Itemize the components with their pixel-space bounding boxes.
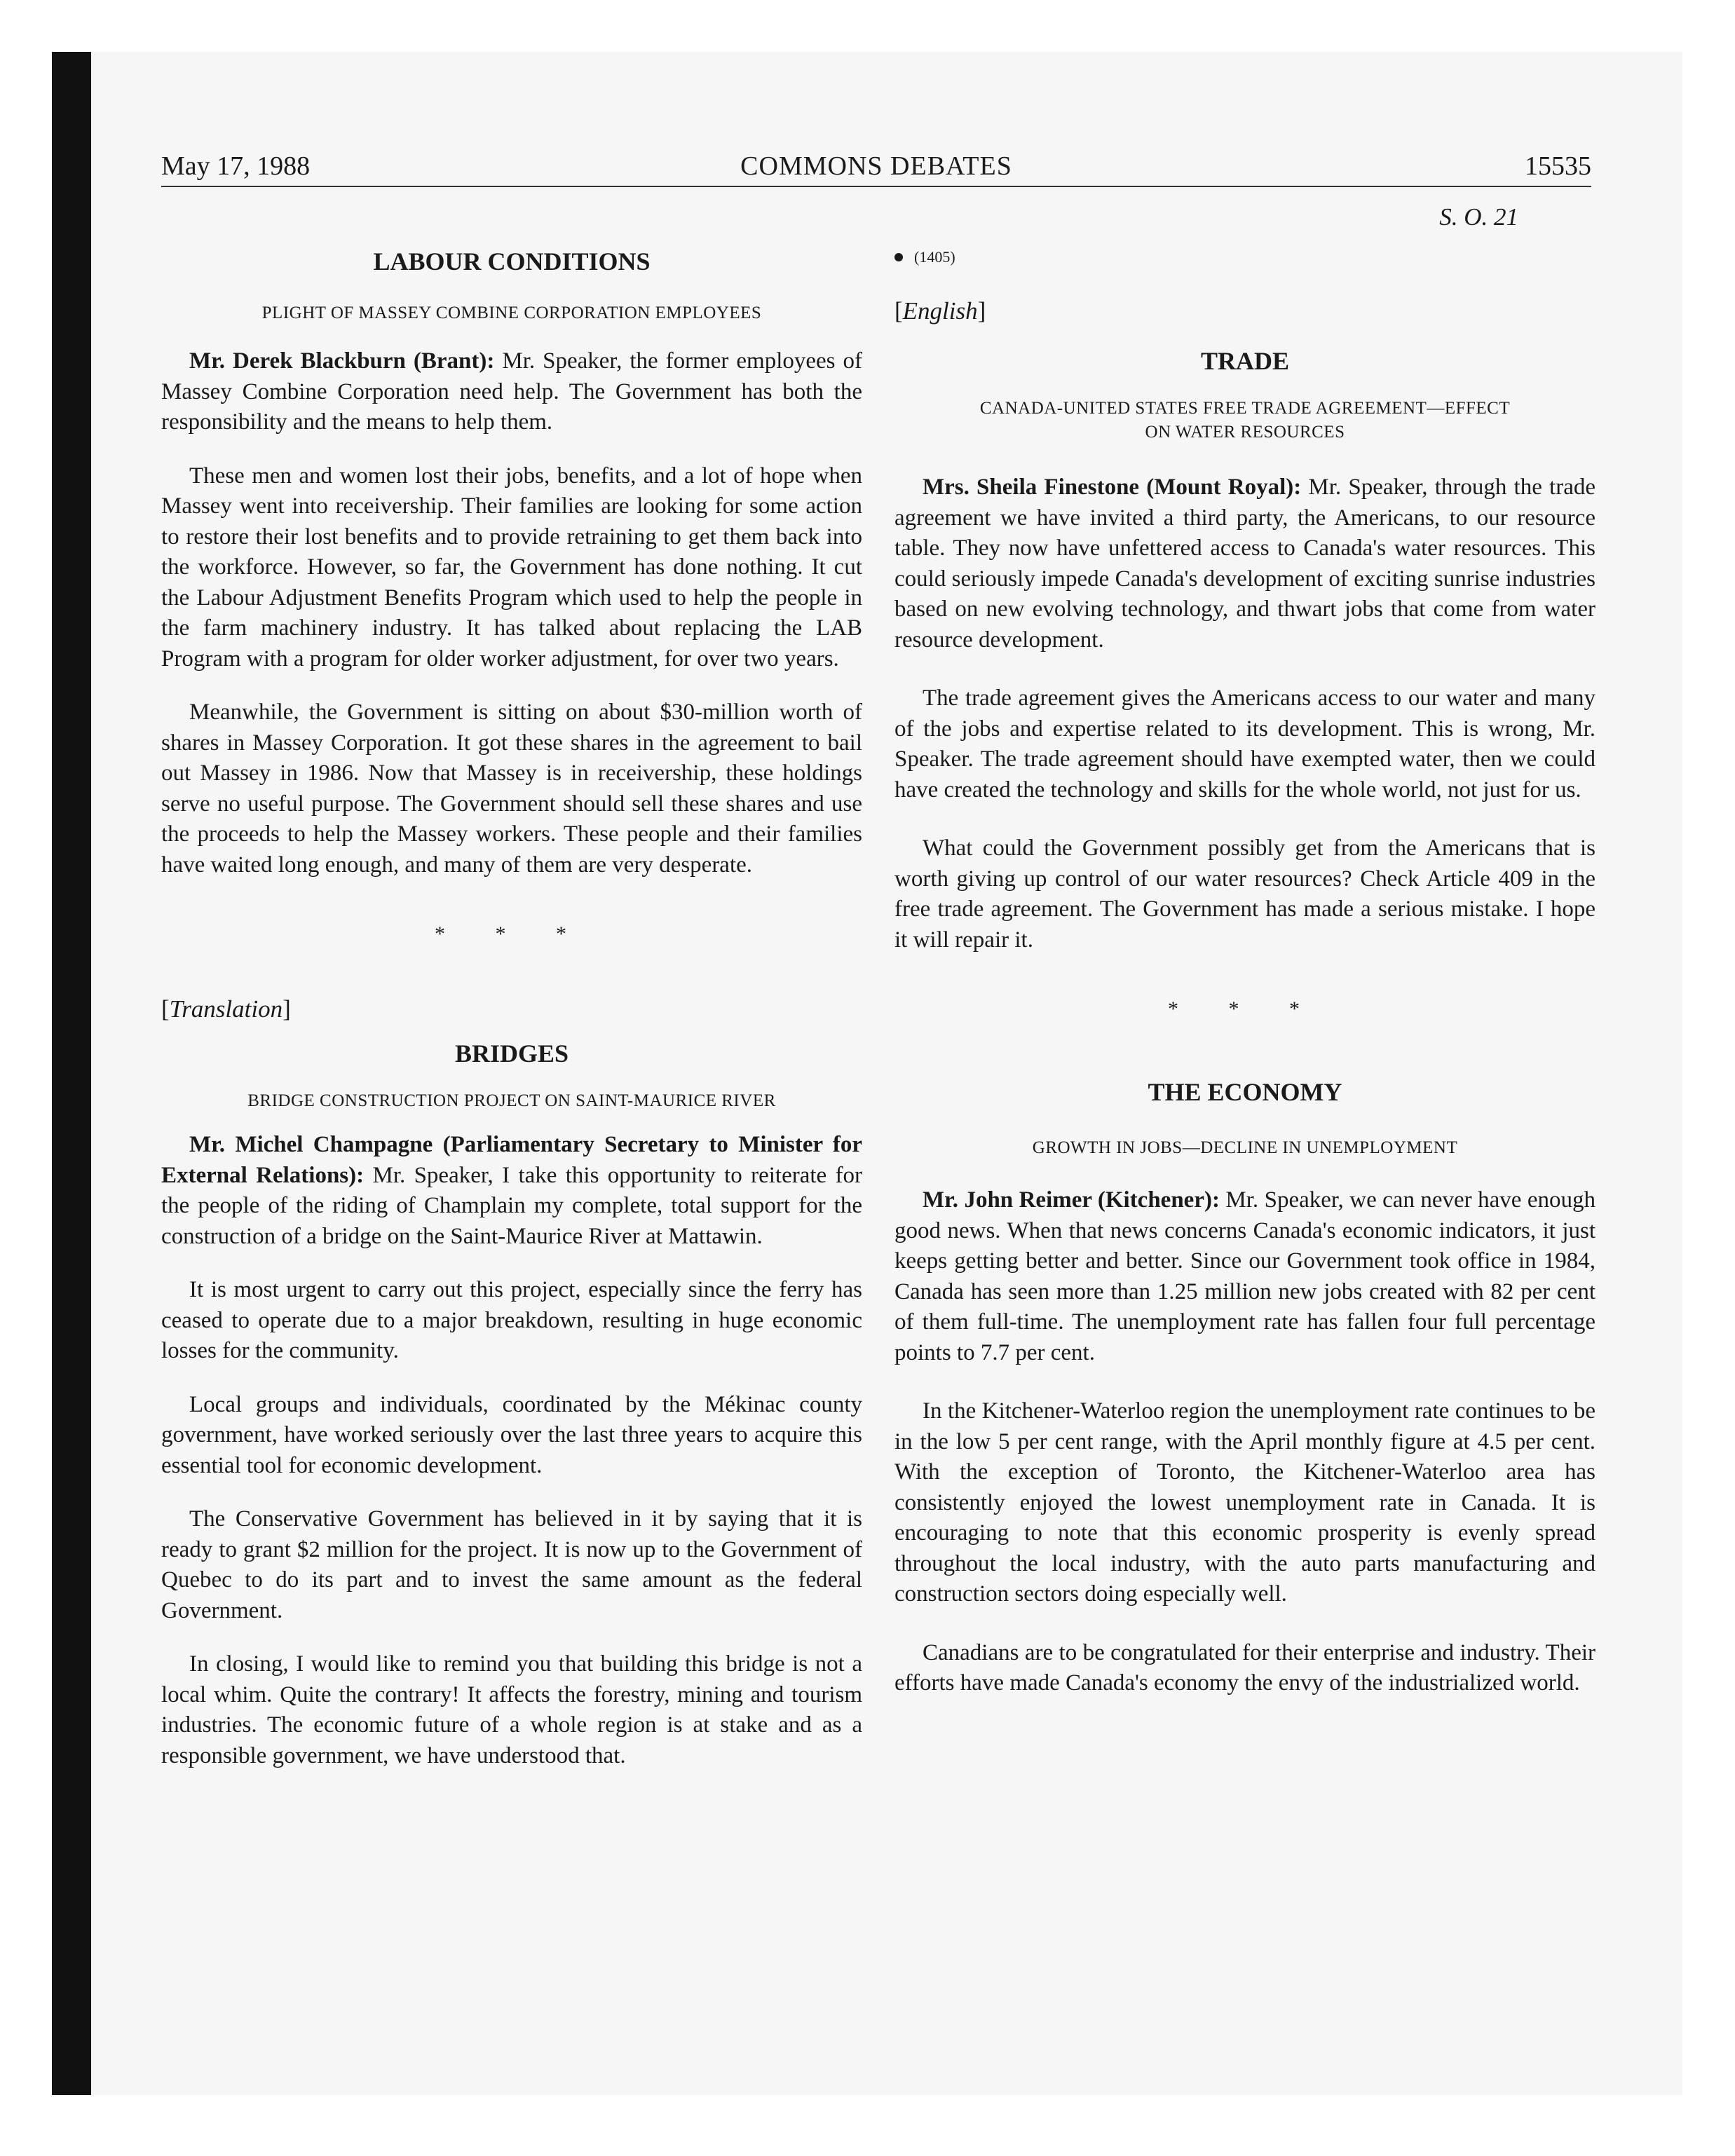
speech-paragraph: Mr. Derek Blackburn (Brant): Mr. Speaker, the former employees of Massey Combine Corporation need help. The Government has both the responsibility and the means to help them. [161,348,863,435]
section-heading-bridges: BRIDGES [454,1039,569,1067]
header-page-number: 15535 [1525,151,1591,181]
header-date: May 17, 1988 [161,151,311,181]
speech-paragraph: In closing, I would like to remind you that building this bridge is not a local whim. Quite the contrary! It affects the forestry, mining and tourism industries. The economic future of a whole region is at stake and as a responsible government, we have understood that. [161,1651,862,1768]
section-separator: * * * [435,922,589,946]
speech-paragraph: What could the Government possibly get from the Americans that is worth giving up control of our water resources? Check Article 409 in the free trade agreement. The Government has made a serious mistake. I hope it will repair it. [894,835,1595,953]
speech-paragraph: Mr. Michel Champagne (Parliamentary Secretary to Minister for External Relations): Mr. Speaker, I take this opportunity to reiterate for the people of the riding of Champlain my complete, total support for the construction of a bridge on the Saint-Maurice River at Mattawin. [161,1132,863,1249]
speech-paragraph: Canadians are to be congratulated for their enterprise and industry. Their efforts have made Canada's economy the envy of the industrialized world. [894,1639,1595,1696]
speech-paragraph: Local groups and individuals, coordinated by the Mékinac county government, have worked seriously over the last three years to acquire this essential tool for economic development. [161,1391,862,1478]
speaker-name: Mrs. Sheila Finestone (Mount Royal): [923,475,1302,500]
header-title: COMMONS DEBATES [740,151,1012,181]
speaker-name: Mr. John Reimer (Kitchener): [923,1187,1220,1213]
bullet-icon [894,253,903,261]
right-column [894,203,1595,1722]
language-note: [English] [894,297,986,325]
header-rule [161,186,1591,187]
scan-edge-bar [52,52,91,2095]
section-subheading-bridges: BRIDGE CONSTRUCTION PROJECT ON SAINT-MAURICE RIVER [247,1091,776,1110]
left-column [161,203,862,1794]
speech-paragraph: Mrs. Sheila Finestone (Mount Royal): Mr. Speaker, through the trade agreement we have invited a third party, the Americans, to our resource table. They now have unfettered access to Canada's water resources. This could seriously impede Canada's development of exciting sunrise industries based on new evolving technology, and thwart jobs that come from water resource development. [894,475,1595,653]
speech-paragraph: Mr. John Reimer (Kitchener): Mr. Speaker, we can never have enough good news. When that news concerns Canada's economic indicators, it just keeps getting better and better. Since our Government took office in 1984, Canada has seen more than 1.25 million new jobs created with 82 per cent of them full-time. The unemployment rate has fallen four full percentage points to 7.7 per cent. [894,1187,1595,1365]
speaker-name: Mr. Derek Blackburn (Brant): [189,348,495,374]
language-note: [Translation] [161,995,291,1023]
speech-paragraph: Meanwhile, the Government is sitting on about $30-million worth of shares in Massey Corporation. It got these shares in the agreement to bail out Massey in 1986. Now that Massey is in receivership, these holdings serve no useful purpose. The Government should sell these shares and use the proceeds to help the Massey workers. These people and their families have waited long enough, and many of them are very desperate. [161,700,862,878]
page-header [161,151,1591,187]
section-heading-economy: THE ECONOMY [1148,1078,1342,1106]
section-heading-trade: TRADE [1200,347,1290,375]
section-subheading-trade: CANADA-UNITED STATES FREE TRADE AGREEMENT—EFFECT ON WATER RESOURCES [979,399,1511,442]
section-separator: * * * [1168,997,1322,1021]
section-subheading-economy: GROWTH IN JOBS—DECLINE IN UNEMPLOYMENT [1032,1138,1458,1157]
speech-paragraph: The trade agreement gives the Americans access to our water and many of the jobs and expertise related to its development. This is wrong, Mr. Speaker. The trade agreement should have exempted water, then we could have created the technology and skills for the whole world, not just for us. [894,685,1595,803]
section-subheading-labour: PLIGHT OF MASSEY COMBINE CORPORATION EMPLOYEES [261,303,762,322]
section-heading-labour: LABOUR CONDITIONS [373,247,651,275]
speech-paragraph: In the Kitchener-Waterloo region the unemployment rate continues to be in the low 5 per cent range, with the April monthly figure at 4.5 per cent. With the exception of Toronto, the Kitchener-Waterloo area has consistently enjoyed the lowest unemployment rate in Canada. It is encouraging to note that this economic prosperity is evenly spread throughout the local industry, with the auto parts manufacturing and construction sectors doing especially well. [894,1398,1595,1606]
speech-paragraph: It is most urgent to carry out this project, especially since the ferry has ceased to operate due to a major breakdown, resulting in huge economic losses for the community. [161,1277,862,1363]
speech-paragraph: These men and women lost their jobs, benefits, and a lot of hope when Massey went into receivership. Their families are looking for some action to restore their lost benefits and to provide retraining to get them back into the workforce. However, so far, the Government has done nothing. It cut the Labour Adjustment Benefits Program which used to help the people in the farm machinery industry. It has talked about replacing the LAB Program with a program for older worker adjustment, for over two years. [161,463,862,671]
speech-paragraph: The Conservative Government has believed in it by saying that it is ready to grant $2 million for the project. It is now up to the Government of Quebec to do its part and to invest the same amount as the federal Government. [161,1506,862,1623]
standing-order-label: S. O. 21 [1439,203,1518,231]
time-marker: (1405) [894,248,1595,266]
speaker-name: Mr. Michel Champagne (Parliamentary Secretary to Minister for External Relations): [161,1132,862,1188]
